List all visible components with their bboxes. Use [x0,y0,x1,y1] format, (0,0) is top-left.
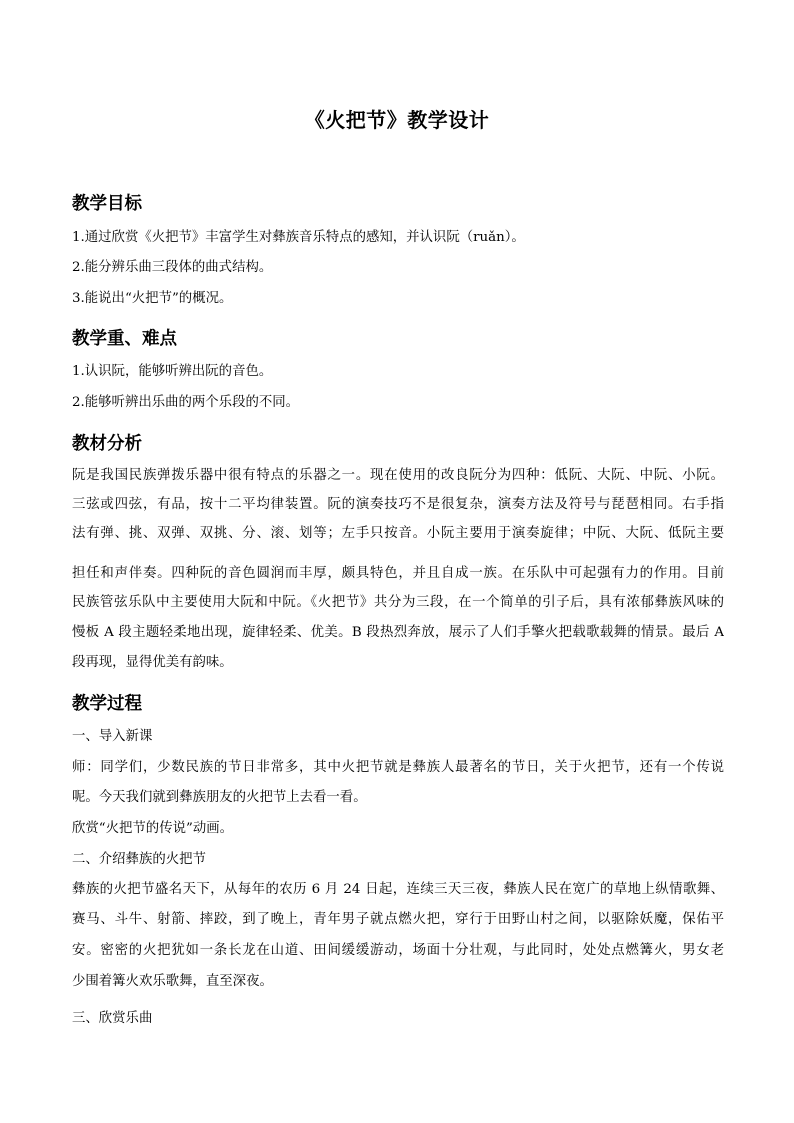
key-point-item: 2.能够听辨出乐曲的两个乐段的不同。 [72,395,300,410]
process-line: 彝族的火把节盛名天下，从每年的农历 6 月 24 日起，连续三天三夜，彝族人民在宽广的草地上纵情歌舞、 [72,882,724,897]
process-line: 少围着篝火欢乐歌舞，直至深夜。 [72,974,273,989]
process-line: 赛马、斗牛、射箭、摔跤，到了晚上，青年男子就点燃火把，穿行于田野山村之间，以驱除妖魔，保佑平 [72,912,724,927]
page-title: 《火把节》教学设计 [304,108,490,132]
analysis-line: 慢板 A 段主题轻柔地出现，旋律轻柔、优美。B 段热烈奔放，展示了人们手擎火把载歌载舞的情景。最后 A [72,625,724,640]
objective-item: 3.能说出“火把节”的概况。 [72,291,233,306]
objectives-heading: 教学目标 [72,194,142,214]
analysis-heading: 教材分析 [72,434,142,454]
process-line: 欣赏“火把节的传说”动画。 [72,821,233,836]
process-line: 安。密密的火把犹如一条长龙在山道、田间缓缓游动，场面十分壮观，与此同时，处处点燃篝火，男女老 [72,943,724,958]
key-point-item: 1.认识阮，能够听辨出阮的音色。 [72,364,273,379]
analysis-line: 阮是我国民族弹拨乐器中很有特点的乐器之一。现在使用的改良阮分为四种：低阮、大阮、中阮、小阮。 [72,468,724,483]
analysis-line: 段再现，显得优美有韵味。 [72,655,233,670]
process-section-heading: 三、欣赏乐曲 [72,1011,153,1026]
analysis-line: 担任和声伴奏。四种阮的音色圆润而丰厚，颇具特色，并且自成一族。在乐队中可起强有力的作用。目前 [72,566,724,581]
analysis-line: 三弦或四弦，有品，按十二平均律装置。阮的演奏技巧不是很复杂，演奏方法及符号与琵琶相同。右手指 [72,497,724,512]
process-line: 师：同学们，少数民族的节日非常多，其中火把节就是彝族人最著名的节日，关于火把节，还有一个传说 [72,760,724,775]
analysis-line: 法有弹、挑、双弹、双挑、分、滚、划等；左手只按音。小阮主要用于演奏旋律；中阮、大阮、低阮主要 [72,526,724,541]
objective-item: 2.能分辨乐曲三段体的曲式结构。 [72,260,273,275]
process-section-heading: 一、导入新课 [72,729,153,744]
process-heading: 教学过程 [72,694,142,714]
key-points-heading: 教学重、难点 [72,329,177,349]
analysis-line: 民族管弦乐队中主要使用大阮和中阮。《火把节》共分为三段，在一个简单的引子后，具有浓郁彝族风味的 [72,595,724,610]
objective-item: 1.通过欣赏《火把节》丰富学生对彝族音乐特点的感知，并认识阮（ruǎn）。 [72,230,525,245]
process-section-heading: 二、介绍彝族的火把节 [72,852,206,867]
process-line: 呢。今天我们就到彝族朋友的火把节上去看一看。 [72,790,367,805]
